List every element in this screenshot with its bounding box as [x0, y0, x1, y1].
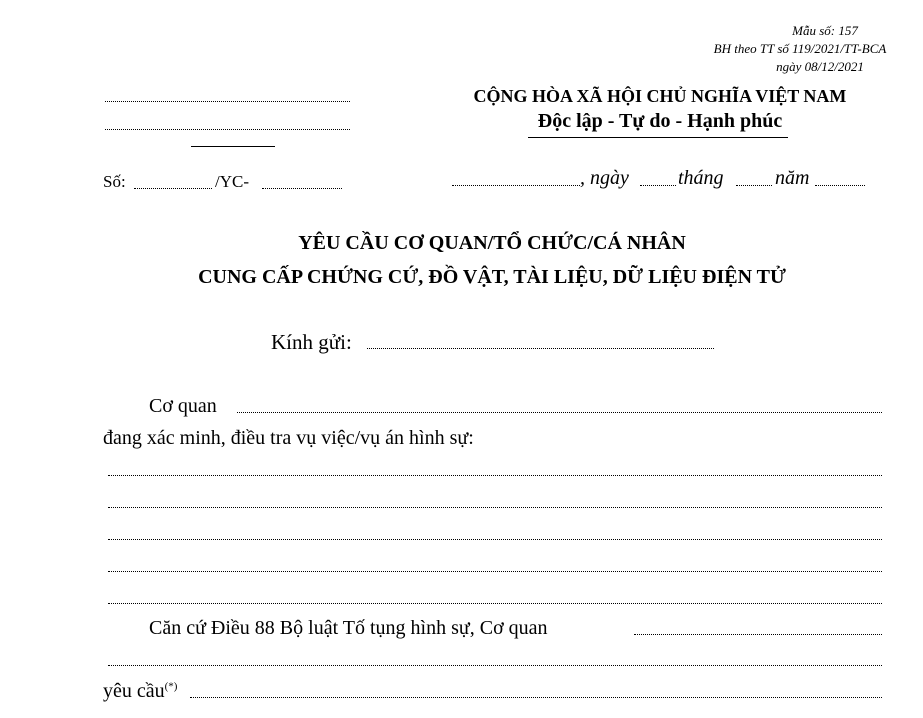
thang-label: tháng — [678, 167, 724, 189]
co-quan-label: Cơ quan — [149, 395, 217, 417]
day-field[interactable] — [640, 185, 676, 186]
kinh-gui-field[interactable] — [367, 348, 714, 349]
year-field[interactable] — [815, 185, 865, 186]
so-field[interactable] — [134, 188, 212, 189]
agency-line-2[interactable] — [105, 129, 350, 130]
agency-line-1[interactable] — [105, 101, 350, 102]
can-cu-line-2[interactable] — [108, 665, 882, 666]
yc-field[interactable] — [262, 188, 342, 189]
motto: Độc lập - Tự do - Hạnh phúc — [537, 110, 783, 132]
nam-label: năm — [775, 167, 810, 189]
co-quan-field[interactable] — [237, 412, 882, 413]
yeu-cau-note: (*) — [164, 680, 178, 693]
title-line-2: CUNG CẤP CHỨNG CỨ, ĐỒ VẬT, TÀI LIỆU, DỮ LIỆU ĐIỆN TỬ — [198, 266, 786, 288]
month-field[interactable] — [736, 185, 772, 186]
case-line-2[interactable] — [108, 507, 882, 508]
can-cu-agency-field[interactable] — [634, 634, 882, 635]
motto-underline — [528, 137, 788, 138]
country-name: CỘNG HÒA XÃ HỘI CHỦ NGHĨA VIỆT NAM — [473, 86, 847, 106]
yeu-cau-field[interactable] — [190, 697, 882, 698]
title-line-1: YÊU CẦU CƠ QUAN/TỔ CHỨC/CÁ NHÂN — [298, 232, 686, 254]
form-issued-by: BH theo TT số 119/2021/TT-BCA — [713, 41, 887, 56]
yc-label: /YC- — [215, 172, 249, 191]
yeu-cau-text: yêu cầu — [103, 680, 165, 702]
case-line-4[interactable] — [108, 571, 882, 572]
form-issued-date: ngày 08/12/2021 — [776, 59, 864, 74]
agency-underline — [191, 146, 275, 147]
can-cu-text: Căn cứ Điều 88 Bộ luật Tố tụng hình sự, Cơ quan — [149, 617, 548, 639]
so-label: Số: — [103, 172, 126, 191]
case-line-5[interactable] — [108, 603, 882, 604]
ngay-label: , ngày — [580, 167, 629, 189]
yeu-cau-label — [103, 680, 177, 703]
form-meta — [680, 22, 920, 76]
form-number: Mẫu số: 157 — [792, 23, 858, 38]
place-field[interactable] — [452, 185, 580, 186]
case-line-1[interactable] — [108, 475, 882, 476]
kinh-gui-label: Kính gửi: — [271, 330, 352, 354]
dang-xac-minh-text: đang xác minh, điều tra vụ việc/vụ án hình sự: — [103, 427, 474, 449]
case-line-3[interactable] — [108, 539, 882, 540]
